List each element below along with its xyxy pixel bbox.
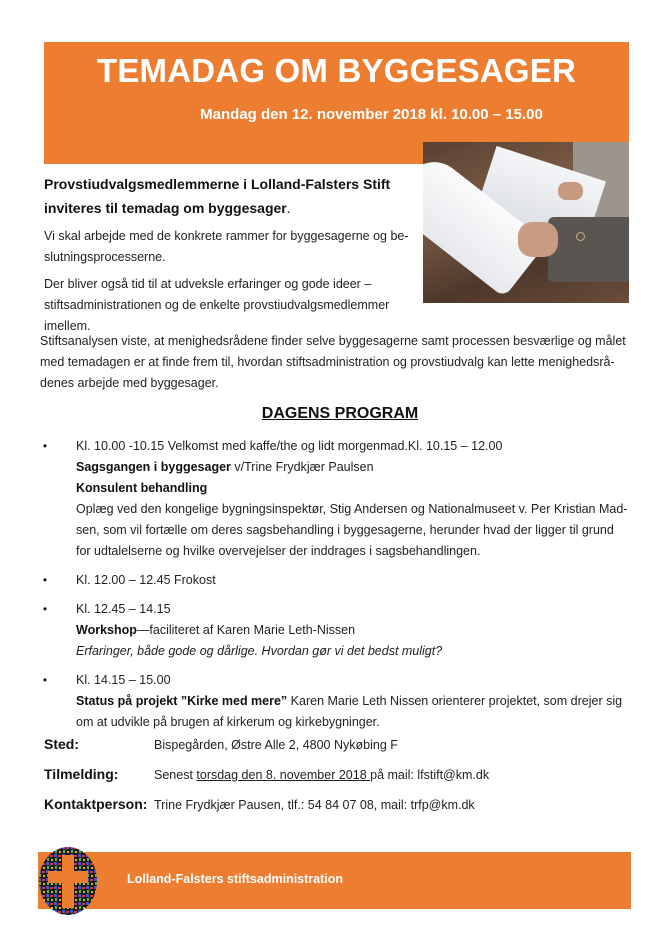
page-title: TEMADAG OM BYGGESAGER	[96, 52, 577, 89]
contact-row: Kontaktperson: Trine Frydkjær Pausen, tlf.: 54 84 07 08, mail: trfp@km.dk	[44, 796, 475, 812]
program-item: • Kl. 10.00 -10.15 Velkomst med kaffe/the og lidt morgenmad.Kl. 10.15 – 12.00 Sagsgangen i byggesager v/Trine Frydkjær Paulsen Konsulent behandling Oplæg ved den kongelige bygningsinspektør, Stig Andersen og Nationalmuseet v. Per Kristian Mad- sen, som vil fortælle om deres sagsbehandling i byggesagerne, herunder hvad der ligger til grund for udtalelserne og hvilke overvejelser der inddrages i sagsbehandlingen.	[40, 436, 640, 562]
program-item: • Kl. 12.45 – 14.15 Workshop—faciliteret af Karen Marie Leth-Nissen Erfaringer, både gode og dårlige. Hvordan gør vi det bedst muligt?	[40, 599, 640, 662]
cross-logo-icon	[38, 846, 98, 916]
intro-section	[44, 172, 414, 337]
signup-row: Tilmelding: Senest torsdag den 8. november 2018 på mail: lfstift@km.dk	[44, 766, 490, 782]
signup-deadline: torsdag den 8. november 2018	[196, 768, 371, 782]
footer-organization: Lolland-Falsters stiftsadministration	[127, 872, 344, 886]
intro-paragraph-1: Vi skal arbejde med de konkrete rammer for byggesagerne og be- slutningsprocesserne.	[44, 229, 409, 264]
analysis-paragraph: Stiftsanalysen viste, at menighedsrådene finder selve byggesagerne samt processen besværlige og målet med temadagen er at finde frem til, hvordan stiftsadministration og provstiudvalg kan lette menighedsrå- denes arbejde med byggesager.	[40, 334, 626, 390]
bullet-icon: •	[42, 439, 48, 453]
bullet-icon: •	[42, 573, 48, 587]
program-item: • Kl. 14.15 – 15.00 Status på projekt ”Kirke med mere” Karen Marie Leth Nissen orienterer projektet, som drejer sig om at udvikle på brugen af kirkerum og kirkebygninger.	[40, 670, 640, 733]
bullet-icon: •	[42, 602, 48, 616]
bullet-icon: •	[42, 673, 48, 687]
signup-email: på mail: lfstift@km.dk	[370, 768, 490, 782]
footer-banner	[38, 852, 631, 909]
program-list	[40, 436, 640, 741]
intro-heading: Provstiudvalgsmedlemmerne i Lolland-Falsters Stift inviteres til temadag om byggesager.	[44, 176, 391, 216]
event-date: Mandag den 12. november 2018 kl. 10.00 – 15.00	[200, 106, 543, 123]
program-item: • Kl. 12.00 – 12.45 Frokost	[40, 570, 640, 591]
program-title: DAGENS PROGRAM	[261, 405, 419, 422]
event-info	[44, 736, 644, 826]
intro-paragraph-2: Der bliver også tid til at udveksle erfaringer og gode ideer – stiftsadministrationen og de enkelte provstiudvalgsmedlemmer imellem.	[44, 277, 390, 333]
blueprint-photo	[423, 142, 629, 303]
place-row: Sted: Bispegården, Østre Alle 2, 4800 Nykøbing F	[44, 736, 398, 752]
